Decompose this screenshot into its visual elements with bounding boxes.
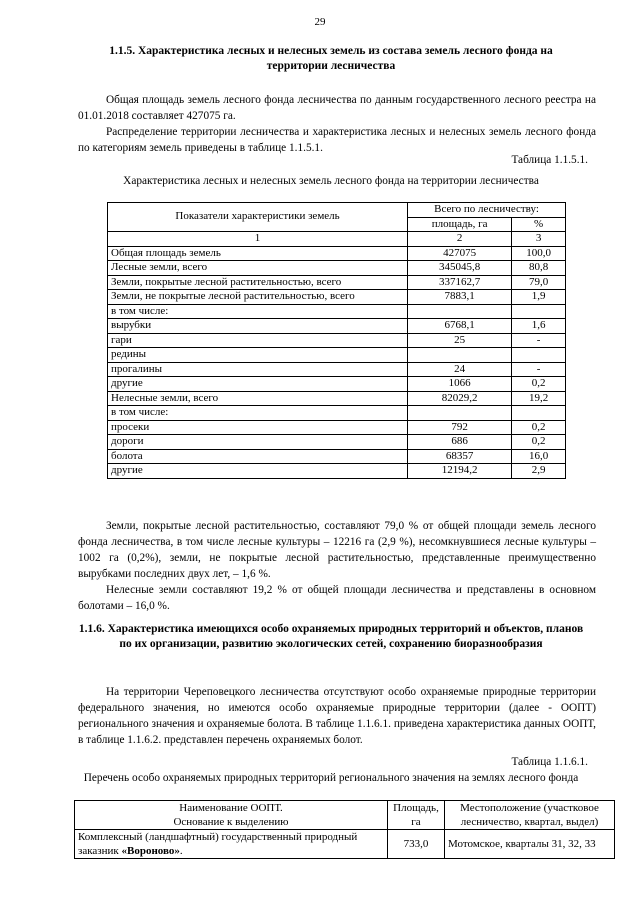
row-label: в том числе: — [108, 304, 408, 319]
table-header-row — [75, 801, 615, 830]
paragraph: Распределение территории лесничества и характеристика лесных и нелесных земель лесного фонда по категориям земель приведены в таблице 1.1.5.1. — [78, 126, 596, 154]
row-label: вырубки — [108, 319, 408, 334]
row-label: Нелесные земли, всего — [108, 391, 408, 406]
row-percent: 100,0 — [512, 246, 566, 261]
header-area-line: га — [411, 816, 421, 828]
row-percent: 80,8 — [512, 261, 566, 276]
row-percent: 1,9 — [512, 290, 566, 305]
header-total: Всего по лесничеству: — [408, 203, 566, 218]
row-area: 7883,1 — [408, 290, 512, 305]
header-area-line: Площадь, — [393, 802, 439, 814]
row-name — [75, 830, 388, 859]
table-row — [108, 435, 566, 450]
table-row — [108, 333, 566, 348]
row-percent: 79,0 — [512, 275, 566, 290]
row-label: Земли, не покрытые лесной растительностью, всего — [108, 290, 408, 305]
land-characteristics-table — [107, 202, 566, 479]
row-label: прогалины — [108, 362, 408, 377]
row-area: 82029,2 — [408, 391, 512, 406]
row-area: 68357 — [408, 449, 512, 464]
row-area: 337162,7 — [408, 275, 512, 290]
row-area — [408, 348, 512, 363]
row-area — [408, 304, 512, 319]
section-heading-1-1-6: 1.1.6. Характеристика имеющихся особо охраняемых природных территорий и объектов, планов по их организации, развитию экологических сетей, сохранению биоразнообразия — [78, 623, 584, 650]
row-label: дороги — [108, 435, 408, 450]
table-caption: Перечень особо охраняемых природных территорий регионального значения на землях лесного фонда — [83, 772, 579, 784]
row-area: 686 — [408, 435, 512, 450]
paragraph: Общая площадь земель лесного фонда лесничества по данным государственного лесного реестра на 01.01.2018 составляет 427075 га. — [78, 94, 596, 122]
column-number: 2 — [408, 232, 512, 247]
paragraph: Нелесные земли составляют 19,2 % от общей площади лесничества и представлены в основном болотами – 16,0 %. — [78, 584, 596, 612]
row-percent — [512, 348, 566, 363]
row-location: Мотомское, кварталы 31, 32, 33 — [445, 830, 615, 859]
row-label: редины — [108, 348, 408, 363]
column-number: 3 — [512, 232, 566, 247]
page-number: 29 — [314, 16, 326, 28]
row-percent: 19,2 — [512, 391, 566, 406]
table-row — [108, 246, 566, 261]
row-percent: - — [512, 333, 566, 348]
row-label: просеки — [108, 420, 408, 435]
row-percent: 1,6 — [512, 319, 566, 334]
table-number: Таблица 1.1.5.1. — [511, 154, 588, 166]
table-row — [108, 391, 566, 406]
row-area: 733,0 — [388, 830, 445, 859]
row-percent: 16,0 — [512, 449, 566, 464]
row-area: 6768,1 — [408, 319, 512, 334]
table-row — [108, 319, 566, 334]
table-row — [108, 449, 566, 464]
header-indicators: Показатели характеристики земель — [108, 203, 408, 232]
section-1-1-5-intro — [78, 92, 596, 156]
row-area — [408, 406, 512, 421]
row-percent: 0,2 — [512, 377, 566, 392]
column-number: 1 — [108, 232, 408, 247]
header-area: площадь, га — [408, 217, 512, 232]
row-area: 24 — [408, 362, 512, 377]
row-label: Общая площадь земель — [108, 246, 408, 261]
protected-areas-table — [74, 800, 615, 859]
row-label: в том числе: — [108, 406, 408, 421]
row-area: 1066 — [408, 377, 512, 392]
section-1-1-5-summary — [78, 518, 596, 614]
row-name-text: Комплексный (ландшафтный) государственный природный заказник — [78, 831, 358, 857]
reserve-name: «Вороново» — [121, 845, 180, 857]
row-area: 12194,2 — [408, 464, 512, 479]
table-row — [108, 261, 566, 276]
row-label: другие — [108, 464, 408, 479]
table-row — [108, 348, 566, 363]
header-percent: % — [512, 217, 566, 232]
row-area: 792 — [408, 420, 512, 435]
paragraph: Земли, покрытые лесной растительностью, составляют 79,0 % от общей площади земель лесного фонда лесничества, в том числе лесные культуры – 12216 га (2,9 %), несомкнувшиеся лесные культуры – 1002 га (0,2%), земли, не покрытые лесной растительностью, представленные преимущественно вырубками последних двух лет, – 1,6 %. — [78, 520, 596, 580]
row-percent: 0,2 — [512, 420, 566, 435]
table-row — [108, 275, 566, 290]
header-location: Местоположение (участковое лесничество, квартал, выдел) — [445, 801, 615, 830]
row-area: 345045,8 — [408, 261, 512, 276]
row-name-suffix: . — [179, 845, 183, 857]
row-percent — [512, 406, 566, 421]
section-heading-1-1-5: 1.1.5. Характеристика лесных и нелесных земель из состава земель лесного фонда на территории лесничества — [109, 45, 553, 72]
table-caption: Характеристика лесных и нелесных земель лесного фонда на территории лесничества — [123, 175, 539, 187]
table-column-numbers — [108, 232, 566, 247]
paragraph: На территории Череповецкого лесничества отсутствуют особо охраняемые природные территории федерального значения, но имеются особо охраняемые природные территории (далее - ООПТ) регионального значения и охраняемые болота. В таблице 1.1.6.1. приведена характеристика данных ООПТ, в таблице 1.1.6.2. представлен перечень охраняемых болот. — [78, 686, 596, 746]
row-percent: 2,9 — [512, 464, 566, 479]
row-label: гари — [108, 333, 408, 348]
row-percent: 0,2 — [512, 435, 566, 450]
row-area: 25 — [408, 333, 512, 348]
row-area: 427075 — [408, 246, 512, 261]
table-row — [108, 420, 566, 435]
table-row — [108, 304, 566, 319]
table-row — [108, 290, 566, 305]
section-1-1-6-intro — [78, 684, 596, 748]
table-row — [108, 406, 566, 421]
header-name-line: Наименование ООПТ. — [179, 802, 283, 814]
table-row — [108, 464, 566, 479]
row-percent: - — [512, 362, 566, 377]
row-label: Лесные земли, всего — [108, 261, 408, 276]
row-label: другие — [108, 377, 408, 392]
table-row — [75, 830, 615, 859]
row-label: Земли, покрытые лесной растительностью, всего — [108, 275, 408, 290]
header-name — [75, 801, 388, 830]
table-header-row — [108, 203, 566, 218]
row-label: болота — [108, 449, 408, 464]
table-number: Таблица 1.1.6.1. — [511, 756, 588, 768]
header-area — [388, 801, 445, 830]
row-percent — [512, 304, 566, 319]
table-row — [108, 377, 566, 392]
header-name-line: Основание к выделению — [173, 816, 289, 828]
table-row — [108, 362, 566, 377]
